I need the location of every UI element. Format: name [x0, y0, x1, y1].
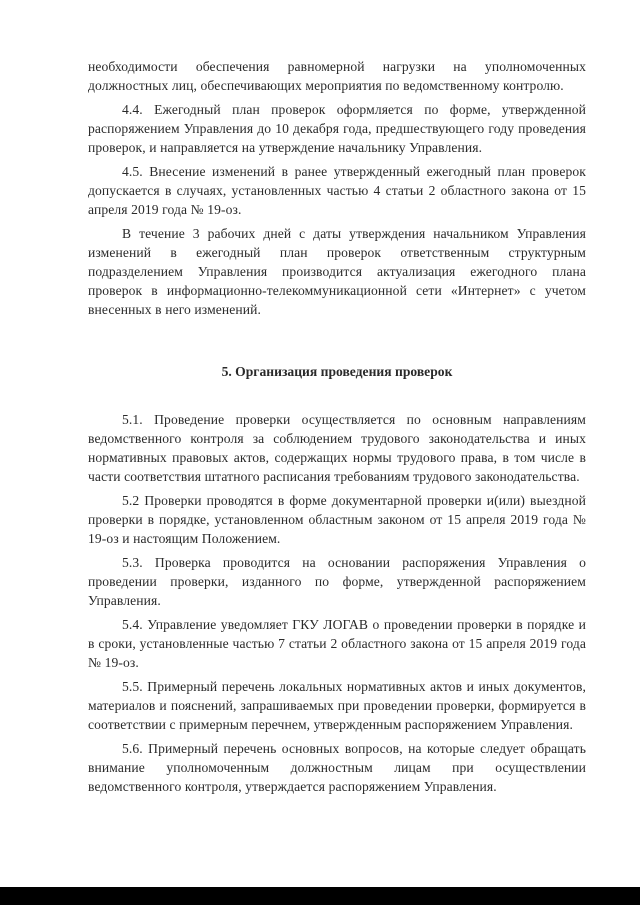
paragraph-5-6: 5.6. Примерный перечень основных вопросов, на которые следует обращать внимание уполномоченным должностным лицам при осуществлении ведомственного контроля, утверждается распоряжением Управления.: [88, 741, 586, 794]
paragraph-4-5: 4.5. Внесение изменений в ранее утвержденный ежегодный план проверок допускается в случаях, установленных частью 4 статьи 2 областного закона от 15 апреля 2019 года № 19-оз.: [88, 164, 586, 217]
section-title: 5. Организация проведения проверок: [221, 364, 453, 379]
paragraph-5-4: 5.4. Управление уведомляет ГКУ ЛОГАВ о проведении проверки в порядке и в сроки, установленные частью 7 статьи 2 областного закона от 15 апреля 2019 года № 19-оз.: [88, 617, 586, 670]
paragraph-4-5-continued: В течение 3 рабочих дней с даты утверждения начальником Управления изменений в ежегодный план проверок ответственным структурным подразделением Управления производится актуализация ежегодного плана проверок в информационно-телекоммуникационной сети «Интернет» с учетом внесенных в него изменений.: [88, 226, 586, 317]
scan-bottom-edge: [0, 887, 640, 905]
paragraph-continuation: необходимости обеспечения равномерной нагрузки на уполномоченных должностных лиц, обеспечивающих мероприятия по ведомственному контролю.: [88, 59, 586, 93]
paragraph-5-1: 5.1. Проведение проверки осуществляется по основным направлениям ведомственного контроля за соблюдением трудового законодательства и иных нормативных правовых актов, содержащих нормы трудового права, в том числе в части соответствия штатного расписания требованиям трудового законодательства.: [88, 412, 586, 484]
top-text-block: [88, 57, 586, 319]
paragraph-4-4: 4.4. Ежегодный план проверок оформляется по форме, утвержденной распоряжением Управления до 10 декабря года, предшествующего году проведения проверок, и направляется на утверждение начальнику Управления.: [88, 102, 586, 155]
section-text-block: [88, 410, 586, 796]
paragraph-5-5: 5.5. Примерный перечень локальных нормативных актов и иных документов, материалов и пояснений, запрашиваемых при проведении проверки, формируется в соответствии с примерным перечнем, утвержденным распоряжением Управления.: [88, 679, 586, 732]
paragraph-5-2: 5.2 Проверки проводятся в форме документарной проверки и(или) выездной проверки в порядке, установленном областным законом от 15 апреля 2019 года № 19-оз и настоящим Положением.: [88, 493, 586, 546]
paragraph-5-3: 5.3. Проверка проводится на основании распоряжения Управления о проведении проверки, изданного по форме, утвержденной распоряжением Управления.: [88, 555, 586, 608]
